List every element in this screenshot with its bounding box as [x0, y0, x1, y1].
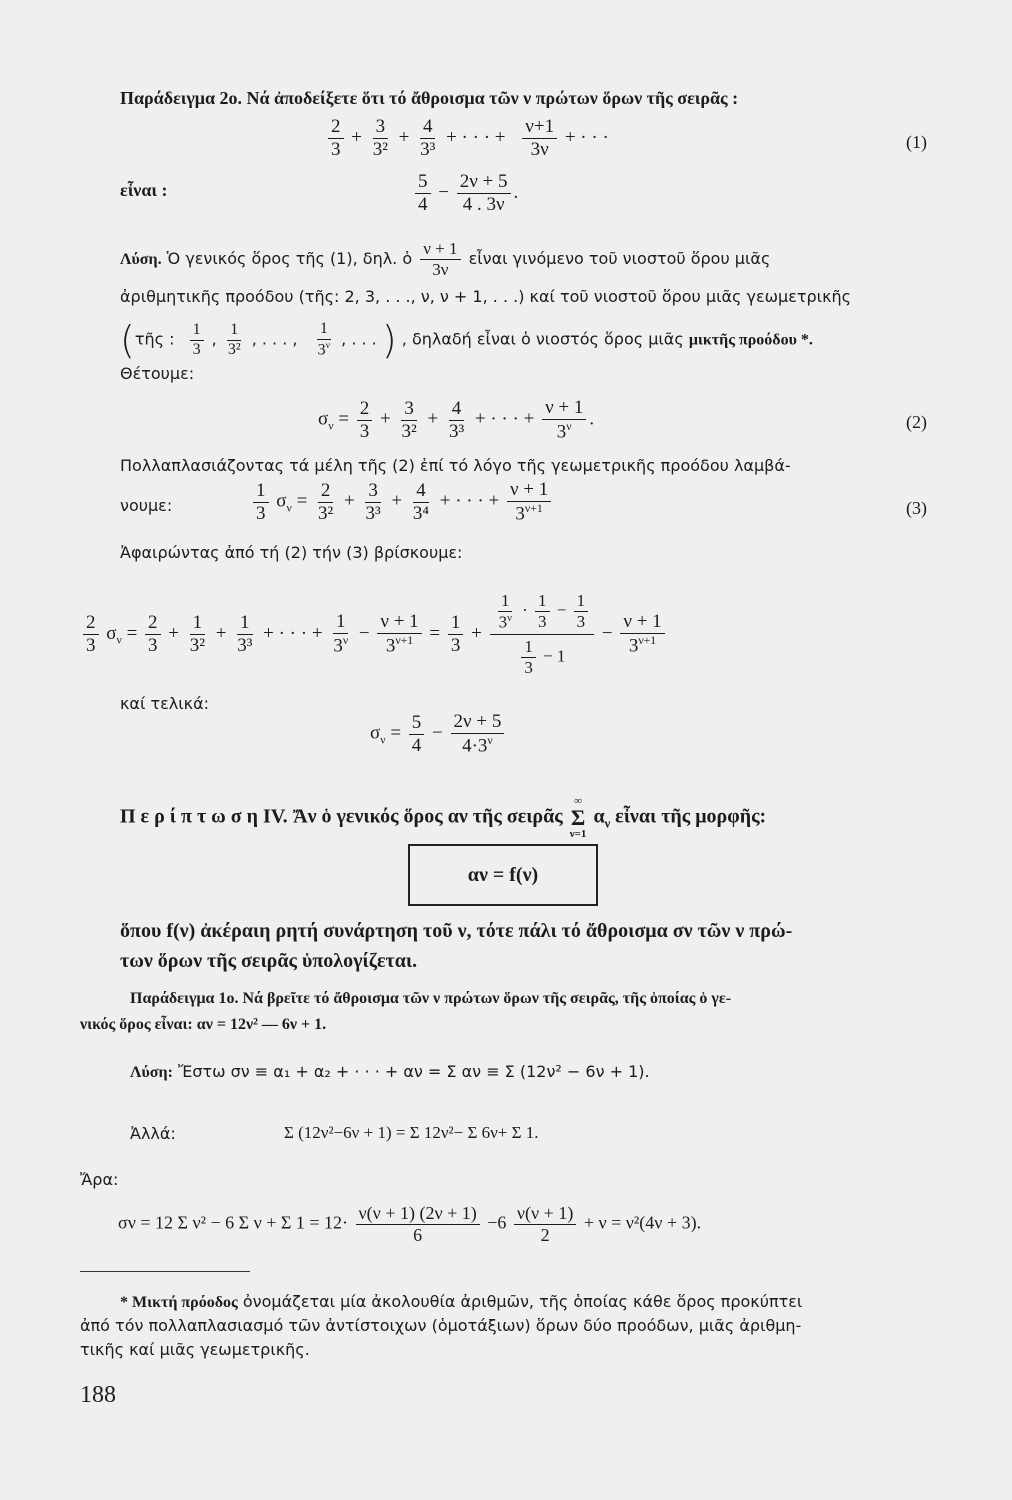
case4-text: Ἄν ὁ γενικός ὅρος αν τῆς σειρᾶς	[292, 805, 563, 828]
general-term-num: ν + 1	[420, 240, 460, 260]
sigma-times-third: $\frac{1}{3}$ $\sigma_\nu$ = $\frac{2}{\text{3²}}$ + $\frac{3}{\text{3³}}$ + $\frac{4}{\text{3⁴}}$ + · · · + $\frac{\nu + 1}{3^{\nu+1}}$	[250, 480, 554, 524]
case4-title: Π ε ρ ί π τ ω σ η IV.	[120, 805, 288, 828]
subtraction-equation: $\frac{2}{3}$ $\sigma_\nu$ = $\frac{2}{3}$ + $\frac{1}{\text{3²}}$ + $\frac{1}{\text{3³}}$ + · · · + $\frac{1}{3^\nu}$ − $\frac{\nu + 1}{3^{\nu+1}}$ = $\frac{1}{3}$ + $\frac{1}{3^\nu}$ · $\frac{1}{3}$ − $\frac{1}{3}$ $\frac{1}{3}$ − 1 − $\frac{\nu + 1}{3^{\nu+1}}$	[80, 592, 668, 677]
set-label: Θέτουμε:	[120, 364, 195, 383]
term2-num: 3	[373, 117, 389, 139]
footnote-bold: * Μικτή πρόοδος	[120, 1294, 238, 1311]
example2-heading: Παράδειγμα 2ο. Νά ἀποδείξετε ὅτι τό ἄθροισμα τῶν ν πρώτων ὅρων τῆς σειρᾶς :	[120, 88, 739, 108]
case4-text-b: εἶναι τῆς μορφῆς:	[615, 805, 767, 828]
footnote-line2: ἀπό τόν πολλαπλασιασμό τῶν ἀντίστοιχων (ὁμοτάξιων) ὅρων δύο προόδων, μιᾶς ἀριθμη-	[80, 1316, 802, 1335]
final-frac2-num: ν(ν + 1)	[514, 1204, 576, 1225]
example1-heading: Παράδειγμα 1ο. Νά βρεῖτε τό ἄθροισμα τῶν ν πρώτων ὅρων τῆς σειρᾶς, τῆς ὁποίας ὁ γε-	[130, 990, 732, 1007]
footnote-rule	[80, 1271, 250, 1272]
final-sigma: $\sigma_\nu$ = $\frac{5}{4}$ − $\frac{2\nu + 5}{4\cdot 3^\nu}$	[370, 712, 507, 756]
final-frac2-den: 2	[540, 1224, 550, 1245]
result-den2: 4 . 3ν	[462, 193, 505, 215]
solution-line3: (τῆς : $\frac{1}{3}$ , $\frac{1}{\text{3²}}$ , . . . , $\frac{1}{3^\nu}$ , . . . ) , δηλαδή εἶναι ὁ νιοστός ὅρος μιᾶς μικτῆς προόδου *.	[120, 318, 813, 362]
is-label: εἶναι :	[120, 180, 168, 200]
finally-label: καί τελικά:	[120, 694, 210, 713]
footnote-line1	[120, 1292, 802, 1312]
final-mid: −6	[487, 1212, 507, 1233]
multiply-text: Πολλαπλασιάζοντας τά μέλη τῆς (2) ἐπί τό λόγο τῆς γεωμετρικῆς προόδου λαμβά-	[120, 456, 791, 475]
but-text: Σ (12ν²−6ν + 1) = Σ 12ν²− Σ 6ν+ Σ 1.	[284, 1123, 539, 1142]
term1-num: 2	[328, 117, 344, 139]
final-frac1-den: 6	[413, 1224, 423, 1245]
case4-line2: ὅπου f(ν) ἀκέραιη ρητή συνάρτηση τοῦ ν, τότε πάλι τό ἄθροισμα σν τῶν ν πρώ-	[120, 920, 793, 942]
term3-num: 4	[420, 117, 436, 139]
example1-solution-text: Ἔστω σν ≡ α₁ + α₂ + · · · + αν = Σ αν ≡ Σ (12ν² − 6ν + 1).	[177, 1062, 650, 1081]
term1-den: 3	[331, 138, 341, 160]
subtract-text: Ἀφαιρώντας ἀπό τή (2) τήν (3) βρίσκουμε:	[120, 543, 463, 562]
but-label: Ἀλλά:	[130, 1124, 176, 1143]
solution-line1-a: Ὁ γενικός ὅρος τῆς (1), δηλ. ὁ	[166, 248, 413, 268]
eq-number-3: (3)	[906, 498, 927, 518]
solution-line2: ἀριθμητικῆς προόδου (τῆς: 2, 3, . . ., ν, ν + 1, . . .) καί τοῦ νιοστοῦ ὅρου μιᾶς γεωμετρικῆς	[120, 287, 852, 306]
term2-den: 3²	[372, 138, 388, 160]
result-expression: $\frac{5}{4}$ − $\frac{2\nu + 5}{4 . 3\nu}$ .	[412, 172, 518, 215]
final-frac1-num: ν(ν + 1) (2ν + 1)	[356, 1204, 480, 1225]
footnote-line3: τικῆς καί μιᾶς γεωμετρικῆς.	[80, 1340, 310, 1359]
boxed-formula-text: αν = f(ν)	[467, 864, 539, 886]
page-number: 188	[80, 1382, 116, 1408]
solution-line3-b: , δηλαδή εἶναι ὁ νιοστός ὅρος μιᾶς	[401, 329, 684, 349]
footnote-text1: ὀνομάζεται μία ἀκολουθία ἀριθμῶν, τῆς ὁποίας κάθε ὅρος προκύπτει	[242, 1292, 803, 1311]
termn-den: 3ν	[530, 138, 549, 160]
general-term-den: 3ν	[432, 259, 449, 279]
result-den1: 4	[418, 193, 428, 215]
solution-line1-b: εἶναι γινόμενο τοῦ νιοστοῦ ὅρου μιᾶς	[468, 248, 771, 268]
solution-line1	[120, 240, 770, 279]
final-text: σν = 12 Σ ν² − 6 Σ ν + Σ 1 = 12·	[118, 1212, 349, 1233]
result-num2: 2ν + 5	[457, 172, 511, 194]
series-expression: $\frac{2}{3}$ + $\frac{3}{\text{3²}}$ + $\frac{4}{\text{3³}}$ + · · · + $\frac{\nu+1}{3\nu}$ + · · ·	[325, 117, 609, 160]
example1-solution	[130, 1062, 650, 1082]
case4-heading: Π ε ρ ί π τ ω σ η IV. Ἄν ὁ γενικός ὅρος αν τῆς σειρᾶς ∞ Σ ν=1 $\alpha_\nu$ εἶναι τῆς μορφῆς:	[120, 795, 767, 840]
result-num1: 5	[415, 172, 431, 194]
mixed-progression-term: μικτῆς προόδου *.	[688, 331, 813, 349]
term3-den: 3³	[420, 138, 436, 160]
therefore-label: Ἄρα:	[80, 1170, 119, 1189]
solution-label: Λύση.	[120, 250, 162, 268]
eq-number-1: (1)	[906, 132, 927, 152]
boxed-formula	[408, 844, 598, 906]
termn-num: ν+1	[522, 117, 557, 139]
example1-heading2: νικός ὅρος εἶναι: αν = 12ν² — 6ν + 1.	[80, 1016, 327, 1033]
example1-solution-label: Λύση:	[130, 1064, 173, 1081]
solution-line3-a: τῆς :	[134, 329, 175, 349]
final-computation	[118, 1204, 701, 1245]
sigma-definition: $\sigma_\nu$ = $\frac{2}{3}$ + $\frac{3}{\text{3²}}$ + $\frac{4}{\text{3³}}$ + · · · + $\frac{\nu + 1}{3^\nu}$ .	[318, 397, 595, 443]
multiply-text-b: νουμε:	[120, 496, 173, 515]
case4-line3: των ὅρων τῆς σειρᾶς ὑπολογίζεται.	[120, 950, 418, 972]
eq-number-2: (2)	[906, 412, 927, 432]
final-end: + ν = ν²(4ν + 3).	[583, 1212, 702, 1233]
